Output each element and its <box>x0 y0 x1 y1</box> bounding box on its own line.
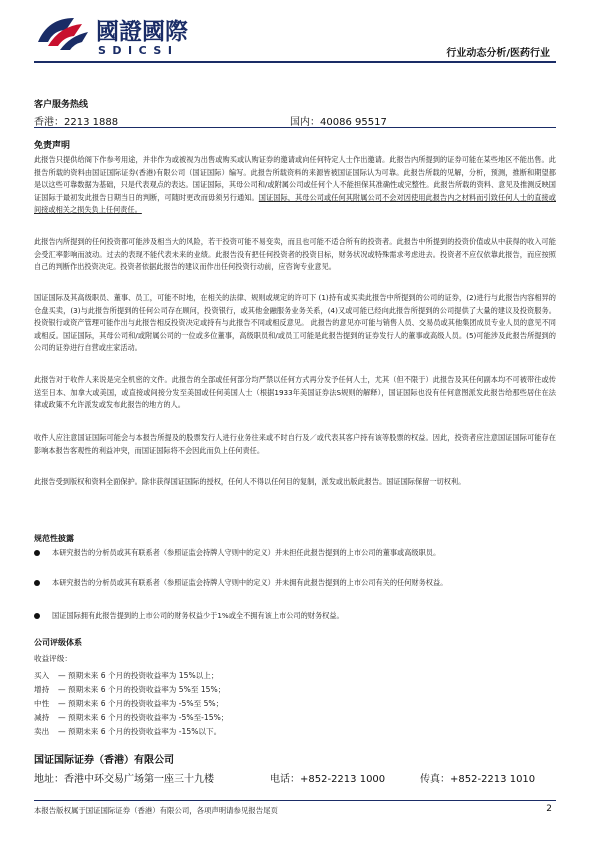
company-fax: 传真：+852-2213 1010 <box>420 774 536 785</box>
company-phone: 电话：+852-2213 1000 <box>270 774 386 785</box>
rating-row <box>34 670 218 681</box>
rating-title: 公司评级体系 <box>34 638 82 647</box>
logo-mark-icon <box>38 18 88 50</box>
rating-label: 卖出 <box>34 727 50 736</box>
hotline-hk: 香港：2213 1888 <box>34 117 119 128</box>
disclaimer-paragraph-2: 此报告内所提到的任何投资都可能涉及相当大的风险，若干投资可能不易变卖，而且也可能不适合所有的投资者。此报告中所提到的投资价值或从中获得的收入可能会受汇率影响而波动。过去的表现不能代表未来的业绩。此报告没有把任何投资者的投资目标，财务状况或特殊需求考虑进去。投资者不应仅依靠此报告，而应按照自己的判断作出投资决定。投资者依据此报告的建议而作出任何投资行动前，应咨询专业意见。 <box>34 237 556 272</box>
regulatory-item-text: 本研究报告的分析员或其有联系者（参照证监会持牌人守则中的定义）并未担任此报告提到的上市公司的董事或高级职员。 <box>52 548 441 557</box>
regulatory-item-text: 本研究报告的分析员或其有联系者（参照证监会持牌人守则中的定义）并未拥有此报告提到的上市公司有关的任何财务权益。 <box>52 578 448 587</box>
rating-desc: — 预期未来 6 个月的投资收益率为 15%以上； <box>58 671 219 680</box>
disclaimer-paragraph-6: 此报告受到版权和资料全面保护。除非获得国证国际的授权，任何人不得以任何目的复制，派发或出版此报告。国证国际保留一切权利。 <box>34 477 466 486</box>
hotline-cn: 国内：40086 95517 <box>290 117 387 128</box>
disclaimer-p1-liability: 国证国际，其母公司或任何其附属公司不会对因使用此报告内之材料而引致任何人士的直接或间接或相关之损失负上任何责任。 <box>34 192 556 215</box>
disclaimer-paragraph-3: 国证国际及其高级职员、董事、员工，可能不时地，在相关的法律、规则或规定的许可下 (1)持有或买卖此报告中所提到的公司的证券，(2)进行与此报告内容相异的仓盘买卖，(3)与此报告所提到的任何公司存在顾问，投资银行，或其他金融服务业务关系，(4)又或可能已经向此报告所提到的公司提供了大量的建议及投资服务。投资银行或资产管理可能作出与此报告相反投资决定或持有与此报告不同或相反意见。 此报告的意见亦可能与销售人员、交易员或其他集团成员专业人员的意见不同或相反。国证国际，其母公司和/或附属公司的一位或多位董事，高级职员和/或员工可能是此报告提到的证券发行人的董事或高级人员。(5)可能涉及此报告所提到的公司的证券进行自营或庄家活动。 <box>34 293 556 353</box>
logo-chinese-name: 國證國際 <box>96 18 188 45</box>
hotline-divider <box>34 127 556 128</box>
rating-intro: 收益评级： <box>34 654 72 663</box>
disclaimer-paragraph-1 <box>34 154 556 217</box>
logo-english-name: SDICSI <box>98 44 179 57</box>
rating-desc: — 预期未来 6 个月的投资收益率为 5%至 15%； <box>58 685 226 694</box>
rating-desc: — 预期未来 6 个月的投资收益率为 -5%至 5%； <box>58 699 224 708</box>
regulatory-item <box>34 546 556 560</box>
copyright-note: 本报告版权属于国证国际证券（香港）有限公司，各项声明请参见报告尾页 <box>34 806 278 815</box>
disclaimer-title: 免责声明 <box>34 141 71 151</box>
rating-row <box>34 712 228 723</box>
rating-label: 中性 <box>34 699 50 708</box>
page-number: 2 <box>546 804 552 814</box>
rating-desc: — 预期未来 6 个月的投资收益率为 -5%至-15%； <box>58 713 229 722</box>
regulatory-item-text: 国证国际拥有此报告提到的上市公司的财务权益少于1%或全不拥有该上市公司的财务权益。 <box>52 611 344 620</box>
regulatory-title: 规范性披露 <box>34 534 74 543</box>
document-category: 行业动态分析/医药行业 <box>446 48 550 59</box>
rating-label: 增持 <box>34 685 50 694</box>
hotline-title: 客户服务热线 <box>34 100 89 110</box>
regulatory-item <box>34 609 556 623</box>
company-name: 国证国际证券（香港）有限公司 <box>34 755 174 766</box>
rating-label: 减持 <box>34 713 50 722</box>
disclaimer-paragraph-5: 收件人应注意国证国际可能会与本报告所提及的股票发行人进行业务往来或不时自行及／或代表其客户持有该等股票的权益。因此，投资者应注意国证国际可能存在影响本报告客观性的利益冲突，而国证国际将不会因此而负上任何责任。 <box>34 433 556 455</box>
sdicsi-logo <box>34 12 234 58</box>
rating-row <box>34 684 225 695</box>
regulatory-item <box>34 576 556 590</box>
disclaimer-paragraph-4: 此报告对于收件人来说是完全机密的文件。此报告的全部或任何部分均严禁以任何方式再分发予任何人士，尤其（但不限于）此报告及其任何副本均不可被带往或传送至日本、加拿大或美国，或直接或间接分发至美国或任何美国人士（根据1933年美国证券法S规则的解释），国证国际也没有任何意图派发此报告给那些居住在法律或政策不允许派发或发布此报告的地方的人。 <box>34 375 556 410</box>
footer-divider <box>34 800 556 801</box>
rating-row <box>34 726 221 737</box>
rating-label: 买入 <box>34 671 50 680</box>
company-address: 地址：香港中环交易广场第一座三十九楼 <box>34 774 214 785</box>
bullet-icon <box>34 580 40 586</box>
rating-row <box>34 698 223 709</box>
disclaimer-p1-main: 此报告只提供给阁下作参考用途，并非作为或被视为出售或购买或认购证券的邀请或向任何特定人士作出邀请。此报告内所提到的证券可能在某些地区不能出售。此报告所载的资料由国证国际证券(香港)有限公司（国证国际）编写。此报告所载资料的来源皆被国证国际认为可靠。此报告所载的见解，分析，预测，推断和期望都是以这些可靠数据为基础，只是代表观点的表达。国证国际，其母公司和/或附属公司或任何个人不能担保其准确性或完整性。此报告所载的资料、意见及推测反映国证国际于最初发此报告日期当日的判断，可随时更改而毋须另行通知。 <box>34 155 556 202</box>
rating-desc: — 预期未来 6 个月的投资收益率为 -15%以下。 <box>58 727 222 736</box>
header-divider <box>34 61 556 63</box>
bullet-icon <box>34 613 40 619</box>
bullet-icon <box>34 550 40 556</box>
